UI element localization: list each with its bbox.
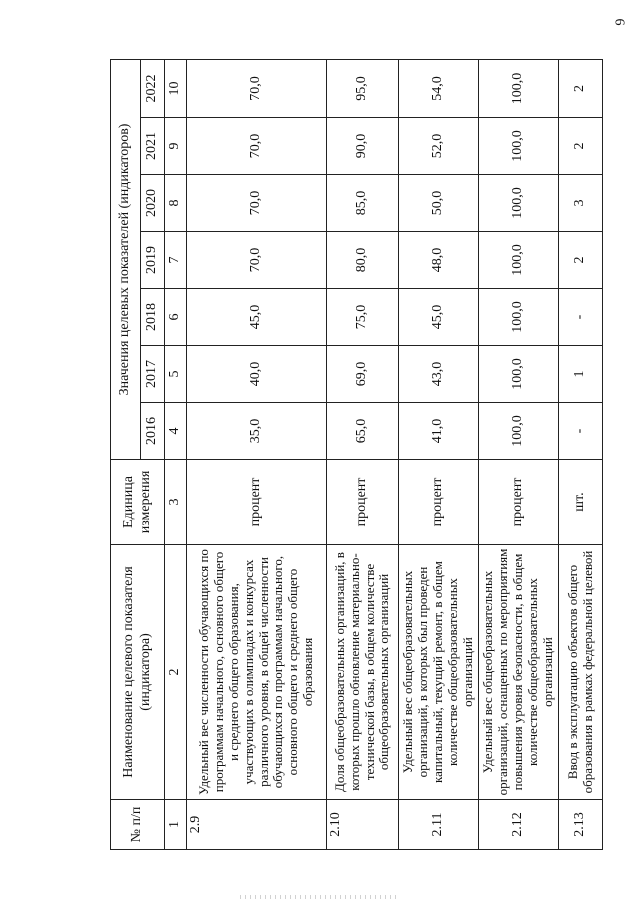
header-unit: Единица измерения xyxy=(111,460,165,545)
row-num: 2.12 xyxy=(479,800,559,850)
row-value: 50,0 xyxy=(399,175,479,232)
row-value: 1 xyxy=(559,346,603,403)
page-number: 6 xyxy=(611,18,627,26)
column-index: 2 xyxy=(165,545,187,800)
row-value: 35,0 xyxy=(187,403,327,460)
scan-artifact xyxy=(240,895,400,899)
row-value: 65,0 xyxy=(327,403,399,460)
row-value: 75,0 xyxy=(327,289,399,346)
row-value: 40,0 xyxy=(187,346,327,403)
row-value: 70,0 xyxy=(187,232,327,289)
row-value: 69,0 xyxy=(327,346,399,403)
row-value: - xyxy=(559,289,603,346)
column-index: 9 xyxy=(165,118,187,175)
row-name: Ввод в эксплуатацию объектов общего образования в рамках федеральной целевой xyxy=(559,545,603,800)
row-value: 100,0 xyxy=(479,403,559,460)
row-value: 100,0 xyxy=(479,232,559,289)
table-row xyxy=(399,59,479,849)
row-unit: процент xyxy=(479,460,559,545)
header-name: Наименование целевого показателя (индикатора) xyxy=(111,545,165,800)
row-value: 100,0 xyxy=(479,118,559,175)
row-value: 90,0 xyxy=(327,118,399,175)
row-value: 45,0 xyxy=(399,289,479,346)
column-index: 5 xyxy=(165,346,187,403)
column-index: 8 xyxy=(165,175,187,232)
header-year: 2022 xyxy=(141,59,165,117)
row-name: Удельный вес общеобразовательных организаций, в которых был проведен капитальный, текущий ремонт, в общем количестве общеобразовательных организаций xyxy=(399,545,479,800)
header-values-group: Значения целевых показателей (индикаторов) xyxy=(111,59,141,459)
header-year: 2017 xyxy=(141,346,165,403)
row-value: 41,0 xyxy=(399,403,479,460)
row-value: 80,0 xyxy=(327,232,399,289)
row-value: 43,0 xyxy=(399,346,479,403)
row-value: 85,0 xyxy=(327,175,399,232)
row-value: - xyxy=(559,403,603,460)
column-index: 10 xyxy=(165,59,187,117)
row-num: 2.10 xyxy=(327,800,399,850)
row-value: 52,0 xyxy=(399,118,479,175)
table-row xyxy=(559,59,603,849)
column-index: 1 xyxy=(165,800,187,850)
row-value: 2 xyxy=(559,232,603,289)
row-value: 100,0 xyxy=(479,175,559,232)
header-num: № п/п xyxy=(111,800,165,850)
column-index: 6 xyxy=(165,289,187,346)
row-value: 48,0 xyxy=(399,232,479,289)
row-num: 2.11 xyxy=(399,800,479,850)
column-index: 3 xyxy=(165,460,187,545)
header-year: 2018 xyxy=(141,289,165,346)
indicators-table xyxy=(110,59,603,850)
column-index-row xyxy=(165,59,187,849)
column-index: 4 xyxy=(165,403,187,460)
row-value: 95,0 xyxy=(327,59,399,117)
row-name: Удельный вес общеобразовательных организаций, оснащенных по мероприятиям повышения уровня безопасности, в общем количестве общеобразовательных организаций xyxy=(479,545,559,800)
row-unit: процент xyxy=(187,460,327,545)
row-name: Удельный вес численности обучающихся по программам начального, основного общего и среднего общего образования, участвующих в олимпиадах и конкурсах различного уровня, в общей численности обучающихся по программам начального, основного общего и среднего общего образования xyxy=(187,545,327,800)
header-year: 2021 xyxy=(141,118,165,175)
table-row xyxy=(187,59,327,849)
row-num: 2.13 xyxy=(559,800,603,850)
row-value: 54,0 xyxy=(399,59,479,117)
row-value: 2 xyxy=(559,59,603,117)
rotated-table-wrapper xyxy=(110,60,602,850)
row-value: 3 xyxy=(559,175,603,232)
row-unit: процент xyxy=(399,460,479,545)
header-year: 2020 xyxy=(141,175,165,232)
row-unit: процент xyxy=(327,460,399,545)
table-row xyxy=(327,59,399,849)
row-num: 2.9 xyxy=(187,800,327,850)
row-value: 45,0 xyxy=(187,289,327,346)
row-value: 70,0 xyxy=(187,118,327,175)
row-value: 100,0 xyxy=(479,59,559,117)
row-name: Доля общеобразовательных организаций, в которых прошло обновление материально-технической базы, в общем количестве общеобразовательных организаций xyxy=(327,545,399,800)
header-year: 2019 xyxy=(141,232,165,289)
row-value: 100,0 xyxy=(479,289,559,346)
row-value: 70,0 xyxy=(187,59,327,117)
table-row xyxy=(479,59,559,849)
row-value: 100,0 xyxy=(479,346,559,403)
row-value: 2 xyxy=(559,118,603,175)
row-unit: шт. xyxy=(559,460,603,545)
row-value: 70,0 xyxy=(187,175,327,232)
column-index: 7 xyxy=(165,232,187,289)
header-year: 2016 xyxy=(141,403,165,460)
